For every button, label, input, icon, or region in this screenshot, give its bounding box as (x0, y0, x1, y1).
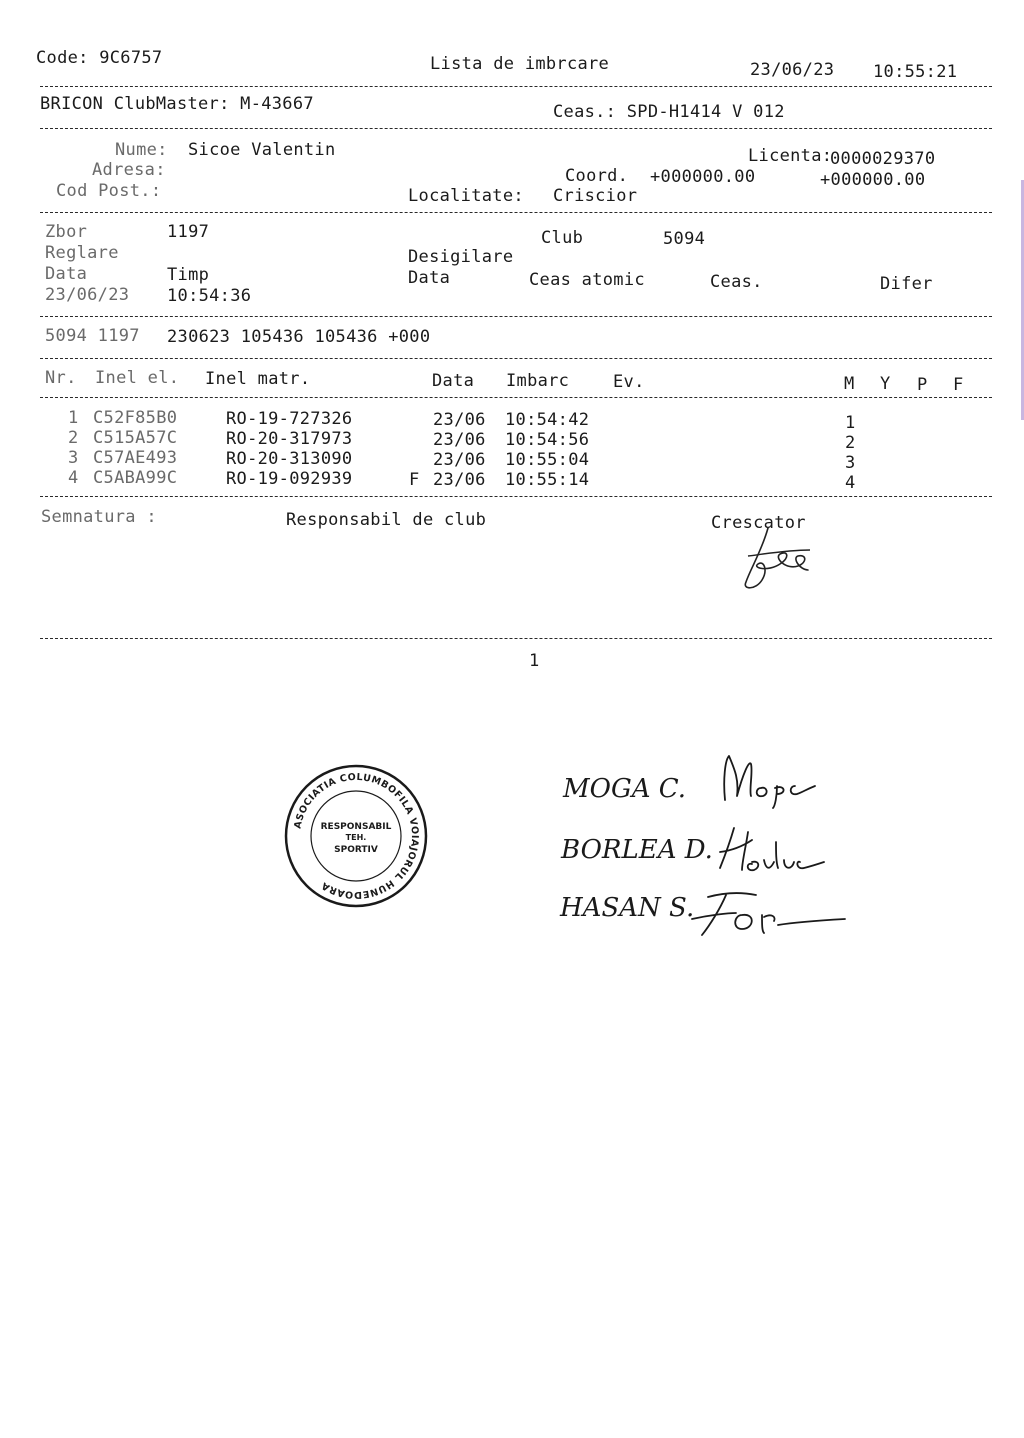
col-inel-matr: Inel matr. (205, 369, 311, 389)
col-m: M (844, 374, 855, 394)
row-imbarc: 10:55:04 (505, 450, 590, 470)
row-imbarc: 10:55:14 (505, 470, 590, 490)
row-m: 3 (845, 453, 856, 473)
code-line: 230623 105436 105436 +000 (167, 327, 431, 347)
row-data: 23/06 (433, 470, 486, 490)
row-m: 2 (845, 433, 856, 453)
atomic-clock-label: Ceas atomic (529, 270, 645, 290)
committee-name: MOGA C. (563, 774, 686, 804)
flight-number: 1197 (167, 222, 210, 242)
coord-label: Coord. (565, 166, 629, 186)
svg-text:TEH.: TEH. (345, 833, 367, 842)
club-label: Club (541, 228, 584, 248)
row-data: 23/06 (433, 410, 486, 430)
divider (40, 316, 992, 317)
row-inel-el: C515A57C (93, 428, 178, 448)
row-imbarc: 10:54:56 (505, 430, 590, 450)
print-date: 23/06/23 (750, 60, 835, 80)
divider (40, 397, 992, 398)
divider (40, 638, 992, 639)
row-inel-matr: RO-20-317973 (226, 429, 353, 449)
clock-label: Ceas. (710, 272, 763, 292)
col-y: Y (880, 374, 891, 394)
row-inel-el: C52F85B0 (93, 408, 178, 428)
row-nr: 2 (68, 428, 79, 448)
owner-name: Sicoe Valentin (188, 140, 336, 160)
committee-signature (712, 822, 827, 880)
reglare-date-label: Data (45, 264, 88, 284)
col-inel-el: Inel el. (95, 368, 180, 388)
col-f: F (953, 375, 964, 395)
divider (40, 86, 992, 87)
reglare-time-label: Timp (167, 265, 210, 285)
licence-label: Licenta: (748, 146, 833, 166)
row-nr: 3 (68, 448, 79, 468)
name-label: Nume: (115, 140, 168, 160)
desigilare-label: Desigilare (408, 247, 514, 267)
club-number: 5094 (663, 229, 706, 249)
club-stamp (283, 763, 429, 909)
row-flag: F (409, 470, 420, 490)
locality-label: Localitate: (408, 186, 524, 206)
row-inel-matr: RO-19-092939 (226, 469, 353, 489)
divider (40, 358, 992, 359)
postal-code-label: Cod Post.: (56, 181, 162, 201)
divider (40, 128, 992, 129)
reglare-time: 10:54:36 (167, 286, 252, 306)
locality: Criscior (553, 186, 638, 206)
committee-name: BORLEA D. (561, 835, 713, 865)
svg-text:RESPONSABIL: RESPONSABIL (320, 822, 392, 832)
divider (40, 212, 992, 213)
clock-id: Ceas.: SPD-H1414 V 012 (553, 102, 785, 122)
row-nr: 1 (68, 408, 79, 428)
row-nr: 4 (68, 468, 79, 488)
club-responsible-label: Responsabil de club (286, 510, 487, 530)
breeder-label: Crescator (711, 513, 806, 533)
col-nr: Nr. (45, 368, 77, 388)
licence-number: 0000029370 (830, 149, 936, 169)
committee-signature (715, 750, 825, 810)
col-p: P (917, 375, 928, 395)
row-inel-el: C5ABA99C (93, 468, 178, 488)
signature-label: Semnatura : (41, 507, 157, 527)
page-number: 1 (529, 651, 540, 671)
row-m: 1 (845, 413, 856, 433)
col-data: Data (432, 371, 475, 391)
svg-text:ASOCIATIA COLUMBOFILA VOIAJORU: ASOCIATIA COLUMBOFILA VOIAJORUL HUNEDOARA (292, 771, 421, 901)
breeder-signature (728, 520, 818, 595)
committee-name: HASAN S. (560, 893, 695, 923)
row-inel-matr: RO-19-727326 (226, 409, 353, 429)
reglare-date: 23/06/23 (45, 285, 130, 305)
document-title: Lista de imbrcare (430, 54, 610, 74)
code-line-prefix: 5094 1197 (45, 326, 140, 346)
desigilare-date-label: Data (408, 268, 451, 288)
divider (40, 496, 992, 497)
software-id: BRICON ClubMaster: M-43667 (40, 94, 314, 114)
print-time: 10:55:21 (873, 62, 958, 82)
row-inel-el: C57AE493 (93, 448, 178, 468)
row-data: 23/06 (433, 430, 486, 450)
flight-label: Zbor (45, 222, 88, 242)
coord-longitude: +000000.00 (820, 170, 926, 190)
svg-text:SPORTIV: SPORTIV (334, 845, 378, 855)
col-ev: Ev. (613, 372, 645, 392)
reglare-label: Reglare (45, 243, 119, 263)
row-inel-matr: RO-20-313090 (226, 449, 353, 469)
row-imbarc: 10:54:42 (505, 410, 590, 430)
coord-latitude: +000000.00 (650, 167, 756, 187)
address-label: Adresa: (92, 160, 166, 180)
committee-signature (680, 885, 850, 943)
difference-label: Difer (880, 274, 933, 294)
row-m: 4 (845, 473, 856, 493)
col-imbarc: Imbarc (506, 371, 570, 391)
form-code: Code: 9C6757 (36, 48, 163, 68)
row-data: 23/06 (433, 450, 486, 470)
